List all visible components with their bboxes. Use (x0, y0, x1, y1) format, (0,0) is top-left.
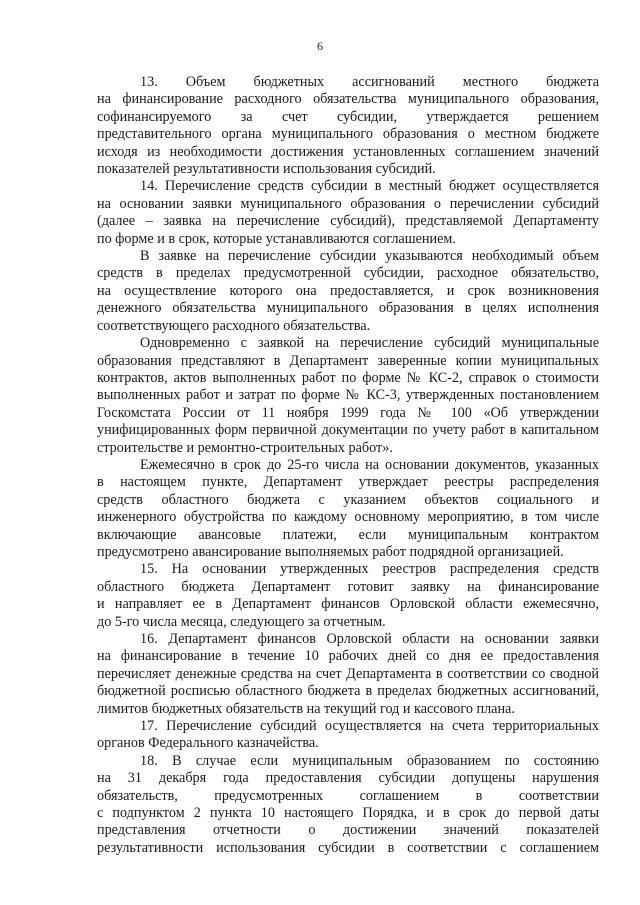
text-line: унифицированных форм первичной документации по учету работ в капитальном (97, 422, 599, 439)
text-line: на финансирование расходного обязательства муниципального образования, (97, 91, 599, 108)
text-line: представительного органа муниципального образования о местном бюджете (97, 126, 599, 143)
text-line: средств областного бюджета с указанием объектов социального и (97, 491, 599, 508)
text-line: Одновременно с заявкой на перечисление субсидий муниципальные (140, 335, 599, 352)
text-line: средств в пределах предусмотренной субсидии, расходное обязательство, (97, 265, 599, 282)
text-line: 18. В случае если муниципальным образованием по состоянию (140, 752, 599, 769)
text-line: образования представляют в Департамент заверенные копии муниципальных (97, 352, 599, 369)
text-line: до 5-го числа месяца, следующего за отчетным. (97, 613, 386, 630)
text-line: на финансирование в течение 10 рабочих дней со дня ее предоставления (97, 648, 599, 665)
paragraph (97, 178, 599, 248)
text-line: софинансируемого за счет субсидии, утверждается решением (97, 108, 599, 125)
text-line: строительстве и ремонтно-строительных работ». (97, 439, 393, 456)
paragraph (97, 335, 599, 457)
text-line: бюджетной росписью областного бюджета в пределах бюджетных ассигнований, (97, 683, 599, 700)
text-line: выполненных работ и затрат по форме № КС-3, утвержденных постановлением (97, 387, 599, 404)
text-line: и направляет ее в Департамент финансов Орловской области ежемесячно, (97, 596, 599, 613)
text-line: 13. Объем бюджетных ассигнований местного бюджета (140, 74, 599, 90)
text-line: областного бюджета Департамент готовит заявку на финансирование (97, 578, 599, 595)
text-line: на основании заявки муниципального образования о перечислении субсидий (97, 195, 599, 212)
page-number: 6 (317, 39, 323, 53)
paragraph (97, 718, 599, 753)
text-line: на осуществление которого она предоставляется, и срок возникновения (97, 282, 599, 299)
text-line: с подпунктом 2 пункта 10 настоящего Порядка, и в срок до первой даты (97, 805, 599, 822)
text-line: показателей результативности использования субсидий. (97, 161, 436, 178)
text-line: обязательств, предусмотренных соглашением в соответствии (97, 787, 599, 804)
text-line: по форме и в срок, которые устанавливаются соглашением. (97, 230, 456, 247)
text-line: предусмотрено авансирование выполняемых работ подрядной организацией. (97, 543, 564, 560)
paragraph (97, 74, 599, 178)
text-line: инженерного обустройства по каждому основному мероприятию, в том числе (97, 509, 599, 526)
text-line: 17. Перечисление субсидий осуществляется на счета территориальных (140, 718, 599, 735)
text-line: денежного обязательства муниципального образования в целях исполнения (97, 300, 599, 317)
text-line: перечисляет денежные средства на счет Департамента в соответствии со сводной (97, 665, 599, 682)
paragraph (97, 248, 599, 335)
paragraph (97, 631, 599, 718)
text-line: (далее – заявка на перечисление субсидий), представляемой Департаменту (97, 213, 599, 230)
text-line: исходя из необходимости достижения установленных соглашением значений (97, 143, 599, 160)
text-line: контрактов, актов выполненных работ по форме № КС-2, справок о стоимости (97, 369, 599, 386)
text-line: В заявке на перечисление субсидии указываются необходимый объем (140, 248, 599, 265)
text-line: Ежемесячно в срок до 25-го числа на основании документов, указанных (140, 456, 599, 473)
paragraph (97, 457, 599, 561)
text-line: представления отчетности о достижении значений показателей (97, 822, 599, 839)
text-line: результативности использования субсидии в соответствии с соглашением (97, 839, 599, 856)
document-body (97, 74, 599, 857)
text-line: включающие авансовые платежи, если муниципальным контрактом (97, 526, 599, 543)
text-line: в настоящем пункте, Департамент утверждает реестры распределения (97, 474, 599, 491)
text-line: органов Федерального казначейства. (97, 735, 319, 752)
paragraph (97, 753, 599, 857)
text-line: 14. Перечисление средств субсидии в местный бюджет осуществляется (140, 178, 599, 195)
text-line: на 31 декабря года предоставления субсидии допущены нарушения (97, 770, 599, 787)
text-line: лимитов бюджетных обязательств на текущий год и кассового плана. (97, 700, 515, 717)
text-line: соответствующего расходного обязательства. (97, 317, 371, 334)
text-line: 15. На основании утвержденных реестров распределения средств (140, 561, 599, 578)
text-line: 16. Департамент финансов Орловской области на основании заявки (140, 631, 599, 647)
paragraph (97, 561, 599, 631)
text-line: Госкомстата России от 11 ноября 1999 года № 100 «Об утверждении (97, 404, 599, 421)
